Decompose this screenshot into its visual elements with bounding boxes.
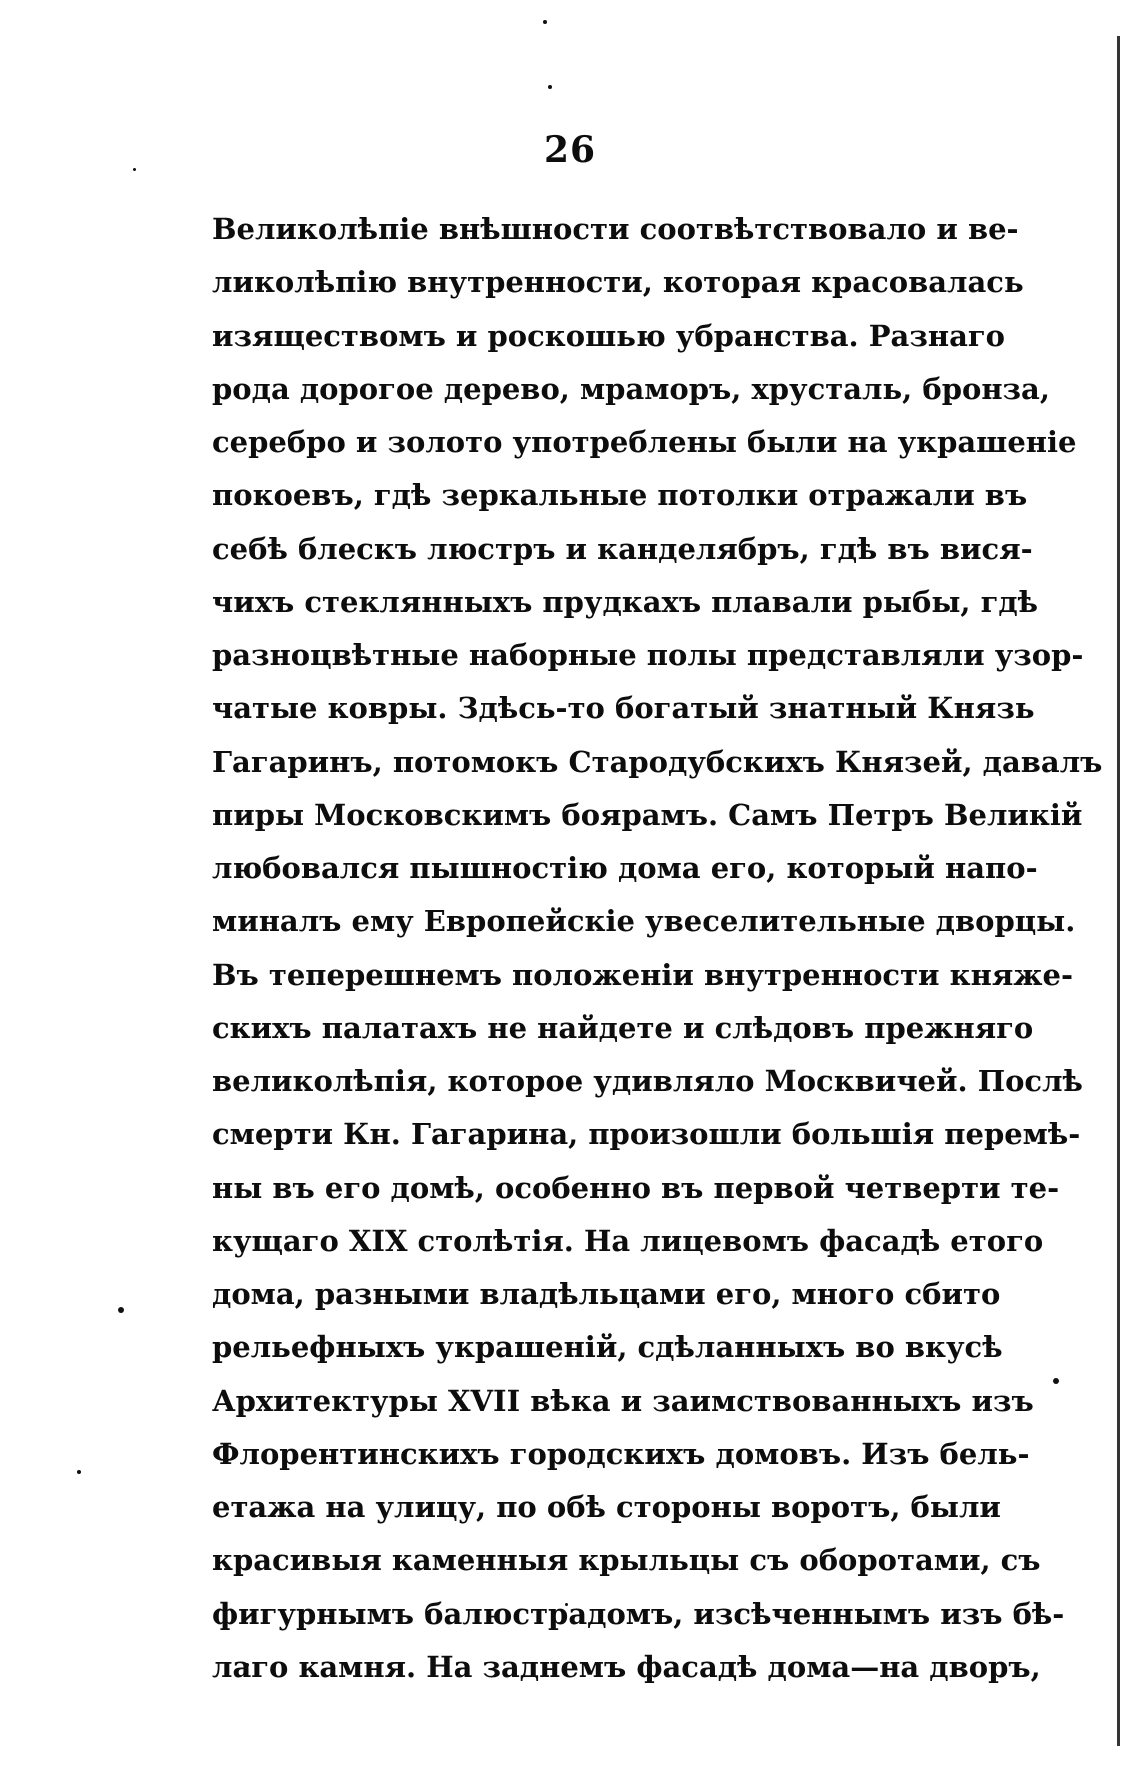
scan-speck	[118, 1307, 124, 1313]
text-line: чихъ стеклянныхъ прудкахъ плавали рыбы, гдѣ	[212, 584, 1039, 619]
text-line: себѣ блескъ люстръ и канделябръ, гдѣ въ вися-	[212, 531, 1033, 566]
text-line: Въ теперешнемъ положеніи внутренности княже-	[212, 957, 1074, 992]
text-line: изяществомъ и роскошью убранства. Разнаго	[212, 318, 1005, 353]
text-line: Архитектуры XVII вѣка и заимствованныхъ изъ	[212, 1383, 1034, 1418]
text-line: миналъ ему Европейскіе увеселительные дворцы.	[212, 904, 1076, 939]
text-line: красивыя каменныя крыльцы съ оборотами, съ	[212, 1543, 1041, 1578]
text-line: ны въ его домѣ, особенно въ первой четверти те-	[212, 1170, 1060, 1205]
text-line: серебро и золото употреблены были на украшеніе	[212, 425, 1077, 459]
text-line: етажа на улицу, по обѣ стороны воротъ, были	[212, 1490, 1001, 1524]
text-line: чатые ковры. Здѣсь-то богатый знатный Князь	[212, 691, 1035, 726]
scan-speck	[133, 168, 136, 171]
text-line: разноцвѣтные наборные полы представляли узор-	[212, 638, 1084, 672]
text-line: рельефныхъ украшеній, сдѣланныхъ во вкусѣ	[212, 1330, 1003, 1365]
text-line: смерти Кн. Гагарина, произошли большія перемѣ-	[212, 1117, 1081, 1152]
text-line: пиры Московскимъ боярамъ. Самъ Петръ Великій	[212, 797, 1083, 832]
page-number: 26	[543, 129, 597, 171]
text-line: ликолѣпію внутренности, которая красовалась	[212, 265, 1024, 300]
text-line: рода дорогое дерево, мраморъ, хрусталь, бронза,	[212, 371, 1050, 406]
text-line: покоевъ, гдѣ зеркальные потолки отражали въ	[212, 478, 1028, 513]
scan-border-line	[1117, 36, 1120, 1746]
scan-speck	[543, 20, 547, 24]
text-line: Флорентинскихъ городскихъ домовъ. Изъ бель-	[212, 1436, 1030, 1471]
text-line: любовался пышностію дома его, который напо-	[212, 851, 1038, 885]
text-line: кущаго XIX столѣтія. На лицевомъ фасадѣ етого	[212, 1223, 1044, 1258]
text-line: дома, разными владѣльцами его, много сбито	[212, 1277, 1001, 1311]
text-line: Великолѣпіе внѣшности соотвѣтствовало и ве-	[212, 212, 1019, 246]
text-line: великолѣпія, которое удивляло Москвичей. Послѣ	[212, 1064, 1083, 1098]
scan-speck	[1053, 1378, 1059, 1384]
text-line: фигурнымъ балюстрадомъ, изсѣченнымъ изъ бѣ-	[212, 1596, 1065, 1631]
text-line: Гагаринъ, потомокъ Стародубскихъ Князей, давалъ	[212, 744, 1103, 779]
text-line: скихъ палатахъ не найдете и слѣдовъ прежняго	[212, 1010, 1034, 1045]
text-line: лаго камня. На заднемъ фасадѣ дома—на дворъ,	[212, 1649, 1041, 1684]
scan-speck	[548, 85, 552, 89]
scan-speck	[77, 1470, 81, 1474]
body-text	[212, 203, 1103, 1694]
